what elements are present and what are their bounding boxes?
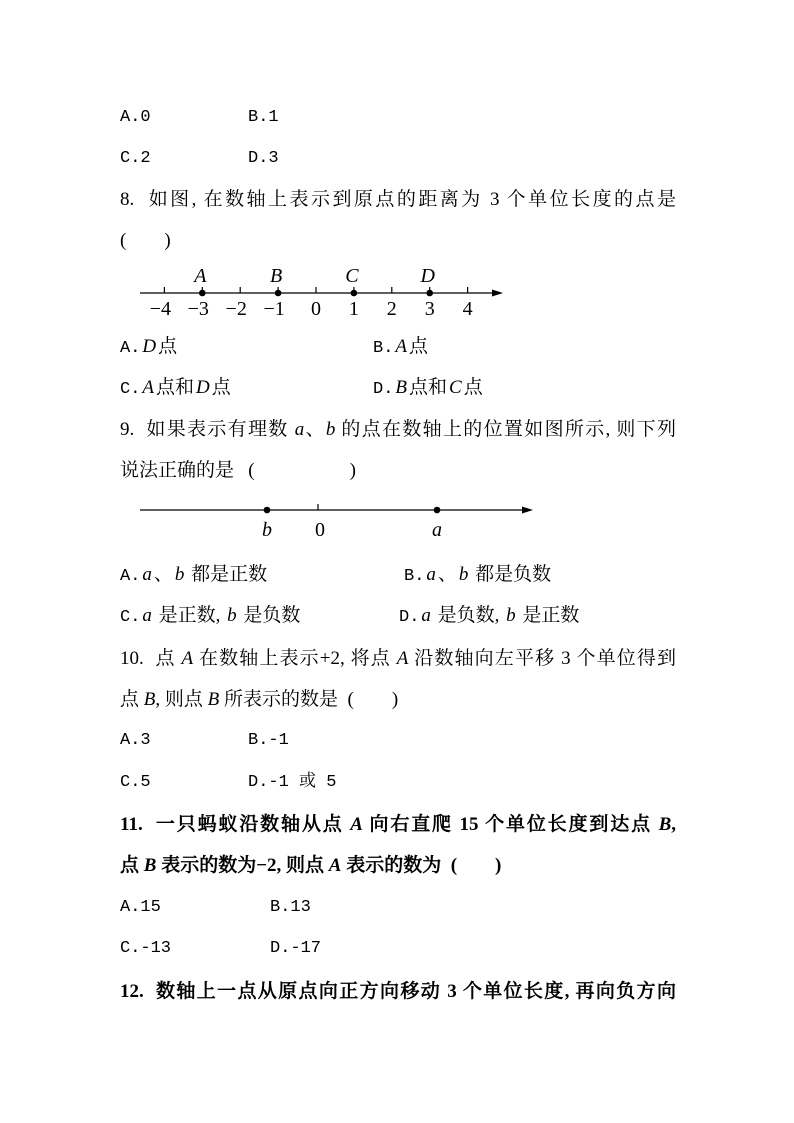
tick-label: −1 <box>263 298 285 320</box>
variable-b: b <box>458 564 469 585</box>
option-a: A.3 <box>120 731 151 750</box>
point-c-label: C <box>345 265 359 287</box>
option-text: 、 <box>153 564 173 585</box>
tick-label: −4 <box>149 298 172 320</box>
option-b <box>373 334 428 360</box>
point-variable: C <box>449 377 462 398</box>
option-text: 点 <box>409 336 429 357</box>
option-a <box>120 562 267 588</box>
option-d <box>399 603 579 629</box>
question-11-stem-line-2 <box>120 853 501 879</box>
point-variable: B <box>658 814 672 835</box>
option-c: C.2 <box>120 149 151 168</box>
stem-text: 表示的数为−2, 则点 <box>156 855 329 876</box>
option-letter: C. <box>120 608 141 627</box>
point-a-dot <box>434 507 441 514</box>
option-text: 是正数, <box>153 605 226 626</box>
variable-a: a <box>142 564 152 585</box>
point-variable: B <box>207 689 220 710</box>
option-d: D.-1 或 5 <box>248 773 337 792</box>
option-letter: D. <box>373 380 394 399</box>
question-8-stem: 8. 如图, 在数轴上表示到原点的距离为 3 个单位长度的点是 <box>120 189 676 210</box>
point-variable: D <box>142 336 157 357</box>
option-letter: A. <box>120 567 141 586</box>
number-line-figure-abcd <box>0 255 794 325</box>
point-a-label: A <box>194 265 207 287</box>
option-text: 点 <box>211 377 231 398</box>
point-variable: A <box>142 377 155 398</box>
point-variable: A <box>350 814 363 835</box>
stem-text: 9. 如果表示有理数 <box>120 419 295 440</box>
stem-text: 、 <box>304 419 326 440</box>
variable-a: a <box>294 419 305 440</box>
origin-label: 0 <box>315 519 325 541</box>
option-a: A.0 <box>120 108 151 127</box>
point-d-dot <box>426 290 433 297</box>
stem-text: 沿数轴向左平移 3 个单位得到 <box>408 648 676 669</box>
question-10-stem-line-1 <box>120 646 676 672</box>
point-d-label: D <box>420 265 435 287</box>
question-9-stem-line-2: 说法正确的是 ( ) <box>120 460 356 481</box>
tick-label: 1 <box>348 298 359 320</box>
tick-label: 4 <box>462 298 473 320</box>
stem-text: 表示的数为 ( ) <box>341 855 502 876</box>
question-10-stem-line-2 <box>120 687 398 713</box>
variable-b: b <box>174 564 185 585</box>
question-11-stem-line-1 <box>120 812 676 838</box>
variable-a: a <box>426 564 436 585</box>
stem-text: 向右直爬 15 个单位长度到达点 <box>362 814 659 835</box>
option-c <box>120 603 300 629</box>
variable-a: a <box>421 605 431 626</box>
tick-label: 3 <box>424 298 435 320</box>
point-b-dot <box>275 290 282 297</box>
option-text: 都是正数 <box>186 564 268 585</box>
stem-text: 的点在数轴上的位置如图所示, 则下列 <box>335 419 676 440</box>
option-c: C.5 <box>120 773 151 792</box>
option-text: 点和 <box>409 377 448 398</box>
option-c: C.-13 <box>120 939 172 958</box>
point-b-dot <box>264 507 271 514</box>
option-d <box>373 375 483 401</box>
option-text: 点和 <box>156 377 195 398</box>
option-letter: A. <box>120 339 141 358</box>
option-letter: B. <box>373 339 394 358</box>
point-b-label: b <box>262 519 272 541</box>
point-c-dot <box>351 290 358 297</box>
axis-arrow <box>492 290 503 297</box>
option-c <box>120 375 231 401</box>
stem-text: 10. 点 <box>120 648 182 669</box>
option-letter: B. <box>404 567 425 586</box>
option-a: A.15 <box>120 898 161 917</box>
question-9-stem-line-1 <box>120 417 676 443</box>
tick-label: −3 <box>187 298 209 320</box>
stem-text: 点 <box>120 855 144 876</box>
point-variable: B <box>143 855 157 876</box>
point-variable: A <box>181 648 194 669</box>
stem-text: 11. 一只蚂蚁沿数轴从点 <box>120 814 351 835</box>
stem-text: , 则点 <box>155 689 208 710</box>
option-text: 点 <box>463 377 483 398</box>
point-variable: A <box>328 855 342 876</box>
number-line-figure-ab <box>0 490 794 546</box>
option-b: B.-1 <box>248 731 289 750</box>
tick-label: −2 <box>225 298 247 320</box>
answer-blank: ( ) <box>120 230 171 251</box>
option-b: B.1 <box>248 108 279 127</box>
variable-b: b <box>227 605 237 626</box>
point-variable: B <box>143 689 156 710</box>
stem-text: 在数轴上表示+2, 将点 <box>193 648 397 669</box>
stem-text: 点 <box>120 689 144 710</box>
point-variable: B <box>395 377 408 398</box>
question-12-stem-line-1: 12. 数轴上一点从原点向正方向移动 3 个单位长度, 再向负方向 <box>120 981 676 1002</box>
variable-b: b <box>325 419 336 440</box>
point-variable: D <box>196 377 210 398</box>
option-text: 是负数, <box>432 605 505 626</box>
tick-label: 0 <box>311 298 321 320</box>
option-text: 都是负数 <box>470 564 552 585</box>
point-a-dot <box>199 290 206 297</box>
option-text: 是负数 <box>238 605 301 626</box>
point-b-label: B <box>269 265 283 287</box>
axis-arrow <box>522 507 533 514</box>
option-letter: C. <box>120 380 141 399</box>
option-text: 点 <box>158 336 178 357</box>
variable-a: a <box>142 605 152 626</box>
point-a-label: a <box>432 519 442 541</box>
option-letter: D. <box>399 608 420 627</box>
option-text: 、 <box>437 564 457 585</box>
variable-b: b <box>506 605 516 626</box>
option-d: D.3 <box>248 149 279 168</box>
stem-text: , <box>671 814 676 835</box>
point-variable: A <box>396 648 409 669</box>
option-b <box>404 562 551 588</box>
tick-label: 2 <box>386 298 397 320</box>
point-variable: A <box>395 336 408 357</box>
option-d: D.-17 <box>270 939 322 958</box>
option-a <box>120 334 177 360</box>
stem-text: 所表示的数是 ( ) <box>219 689 399 710</box>
option-b: B.13 <box>270 898 311 917</box>
option-text: 是正数 <box>517 605 580 626</box>
